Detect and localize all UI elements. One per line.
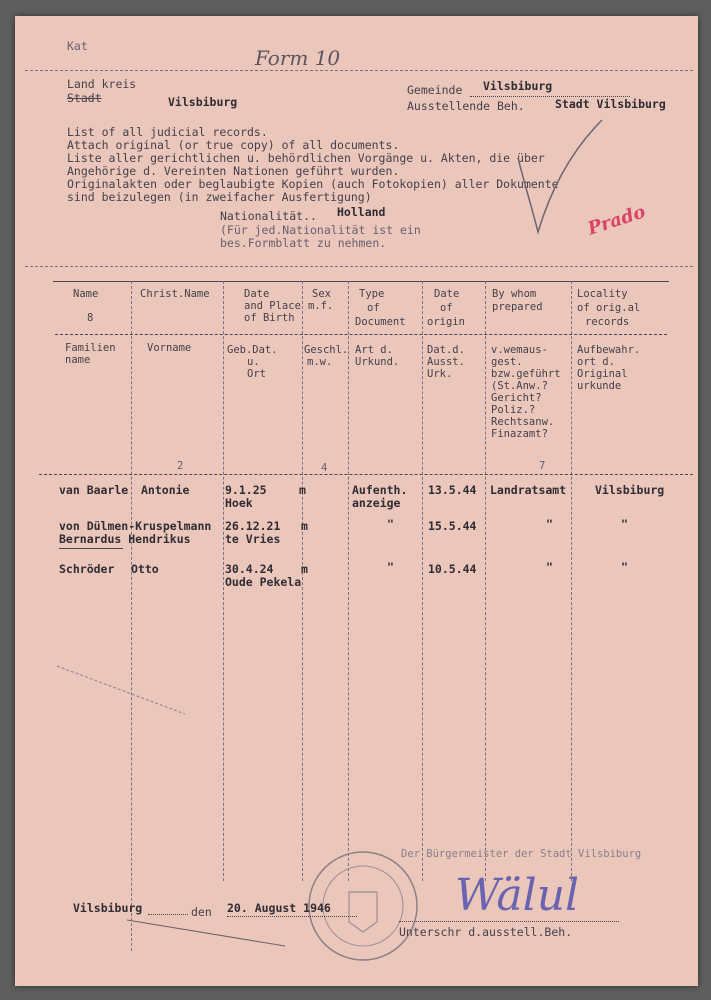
- hdr-date-2: of: [440, 302, 453, 314]
- nationalitaet-note-2: bes.Formblatt zu nehmen.: [220, 236, 387, 250]
- signature: Wälul: [455, 870, 580, 921]
- signature-label: Unterschr d.ausstell.Beh.: [399, 925, 573, 939]
- col-divider-1: [131, 281, 132, 951]
- hdr-de-by-3: bzw.geführt: [491, 368, 561, 380]
- row1-birth-date: 9.1.25: [225, 483, 267, 497]
- ausstellende-value: Stadt Vilsbiburg: [555, 97, 666, 111]
- row3-by-whom: ": [546, 560, 553, 574]
- row3-birth-place: Oude Pekela: [225, 575, 302, 589]
- hdr-locality-2: of orig.al: [577, 302, 641, 314]
- hdr-name-num: 8: [87, 312, 94, 324]
- official-stamp-text: Der Bürgermeister der Stadt Vilsbiburg: [401, 848, 642, 860]
- kat-label: Kat: [67, 39, 88, 53]
- hdr-birth-3: of Birth: [244, 312, 295, 324]
- hdr-date-1: Date: [434, 288, 460, 300]
- header-separator: [25, 266, 693, 267]
- row3-christ-name: Otto: [131, 562, 159, 576]
- hdr-de-date-1: Dat.d.: [427, 344, 465, 356]
- row2-sex: m: [301, 519, 308, 533]
- instruction-line-3: Liste aller gerichtlichen u. behördlichen Vorgänge u. Akten, die über: [67, 151, 545, 165]
- hdr-de-loc-2: ort d.: [577, 356, 615, 368]
- col-divider-7: [571, 281, 572, 881]
- hdr-de-name-2: name: [65, 354, 91, 366]
- row2-by-whom: ": [546, 517, 553, 531]
- hdr-sex-2: m.f.: [308, 300, 334, 312]
- row2-underline: [59, 548, 123, 549]
- row3-type: ": [387, 560, 394, 574]
- gemeinde-value: Vilsbiburg: [483, 79, 553, 93]
- instruction-line-4: Angehörige d. Vereinten Nationen geführt wurden.: [67, 164, 400, 178]
- hdr-de-by-6: Poliz.?: [491, 404, 536, 416]
- row1-by-whom: Landratsamt: [490, 483, 567, 497]
- row3-locality: ": [621, 560, 628, 574]
- hdr-de-by-2: gest.: [491, 356, 523, 368]
- hdr-de-by-1: v.wemaus-: [491, 344, 548, 356]
- stadt-label: Stadt: [67, 91, 102, 105]
- hdr-date-3: origin: [427, 316, 465, 328]
- row2-birth-place: te Vries: [225, 532, 281, 546]
- row3-date: 10.5.44: [428, 562, 477, 576]
- hdr-sex-1: Sex: [312, 288, 331, 300]
- hdr-de-by-4: (St.Anw.?: [491, 380, 548, 392]
- hdr-de-name-1: Familien: [65, 342, 116, 354]
- row2-christ-name: Bernardus Hendrikus: [59, 532, 191, 546]
- footer-den: den: [191, 905, 212, 919]
- hdr-de-type-2: Urkund.: [355, 356, 400, 368]
- hdr-type-3: Document: [355, 316, 406, 328]
- col-number-2: 2: [177, 460, 184, 472]
- nationalitaet-label: Nationalität..: [220, 209, 317, 223]
- row1-locality: Vilsbiburg: [595, 483, 665, 497]
- hdr-de-by-7: Rechtsanw.: [491, 416, 555, 428]
- row3-birth-date: 30.4.24: [225, 562, 274, 576]
- row1-type-2: anzeige: [352, 496, 401, 510]
- col-divider-4: [348, 281, 349, 881]
- footer-slash-mark: [125, 916, 295, 950]
- row1-date: 13.5.44: [428, 483, 477, 497]
- hdr-de-birth-2: u.: [247, 356, 260, 368]
- signature-line: [399, 921, 619, 922]
- col-divider-6: [485, 281, 486, 881]
- hdr-christ-name: Christ.Name: [140, 288, 210, 300]
- hdr-de-birth-1: Geb.Dat.: [227, 344, 278, 356]
- hdr-de-type-1: Art d.: [355, 344, 393, 356]
- hdr-locality-3: records: [585, 316, 630, 328]
- hdr-type-1: Type: [359, 288, 385, 300]
- hdr-de-sex-2: m.w.: [307, 356, 333, 368]
- ausstellende-label: Ausstellende Beh.: [407, 99, 525, 113]
- hdr-locality-1: Locality: [577, 288, 628, 300]
- hdr-de-loc-4: urkunde: [577, 380, 622, 392]
- nationalitaet-note-1: (Für jed.Nationalität ist ein: [220, 223, 421, 237]
- row2-birth-date: 26.12.21: [225, 519, 281, 533]
- hdr-birth-1: Date: [244, 288, 270, 300]
- red-mark-stamp: Prado: [585, 201, 649, 240]
- row3-sex: m: [301, 562, 308, 576]
- footer-place: Vilsbiburg: [73, 901, 143, 915]
- col-number-7: 7: [539, 460, 546, 472]
- col-number-4: 4: [321, 462, 328, 474]
- header-bottom-rule: [39, 474, 693, 475]
- footer-date: 20. August 1946: [227, 901, 331, 915]
- hdr-de-vorname: Vorname: [147, 342, 192, 354]
- hdr-de-loc-1: Aufbewahr.: [577, 344, 641, 356]
- hdr-de-date-3: Urk.: [427, 368, 453, 380]
- col-divider-2: [223, 281, 224, 881]
- land-kreis-label: Land kreis: [67, 77, 137, 91]
- row1-sex: m: [299, 483, 306, 497]
- top-divider: [25, 70, 693, 71]
- row1-christ-name: Antonie: [141, 483, 190, 497]
- gemeinde-label: Gemeinde: [407, 83, 463, 97]
- row2-name: von Dülmen-Kruspelmann: [59, 519, 212, 533]
- hdr-de-date-2: Ausst.: [427, 356, 465, 368]
- footer-place-dots: [148, 914, 188, 915]
- instruction-line-5: Originalakten oder beglaubigte Kopien (auch Fotokopien) aller Dokumente: [67, 177, 559, 191]
- row1-type-1: Aufenth.: [352, 483, 408, 497]
- row3-name: Schröder: [59, 562, 115, 576]
- table-top-rule: [53, 281, 669, 282]
- instruction-line-6: sind beizulegen (in zweifacher Ausfertigung): [67, 190, 372, 204]
- col-divider-3: [302, 281, 303, 881]
- nationalitaet-value: Holland: [337, 205, 386, 219]
- hdr-de-by-8: Finazamt?: [491, 428, 548, 440]
- hdr-by-whom-2: prepared: [492, 301, 543, 313]
- row2-type: ": [387, 517, 394, 531]
- form-number-handwritten: Form 10: [255, 46, 341, 70]
- instruction-line-1: List of all judicial records.: [67, 125, 268, 139]
- header-mid-rule: [55, 334, 667, 335]
- document-page: [15, 16, 698, 986]
- kreis-value: Vilsbiburg: [168, 95, 238, 109]
- hdr-name: Name: [73, 288, 99, 300]
- row1-birth-place: Hoek: [225, 496, 253, 510]
- hdr-de-sex-1: Geschl.: [304, 344, 349, 356]
- row2-date: 15.5.44: [428, 519, 477, 533]
- hdr-birth-2: and Place: [244, 300, 301, 312]
- col-divider-5: [422, 281, 423, 881]
- hdr-de-loc-3: Original: [577, 368, 628, 380]
- hdr-de-by-5: Gericht?: [491, 392, 542, 404]
- faint-diagonal-mark: [55, 656, 195, 716]
- row2-locality: ": [621, 517, 628, 531]
- hdr-by-whom-1: By whom: [492, 288, 537, 300]
- instruction-line-2: Attach original (or true copy) of all documents.: [67, 138, 400, 152]
- row1-name: van Baarle: [59, 483, 129, 497]
- hdr-type-2: of: [367, 302, 380, 314]
- hdr-de-birth-3: Ort: [247, 368, 266, 380]
